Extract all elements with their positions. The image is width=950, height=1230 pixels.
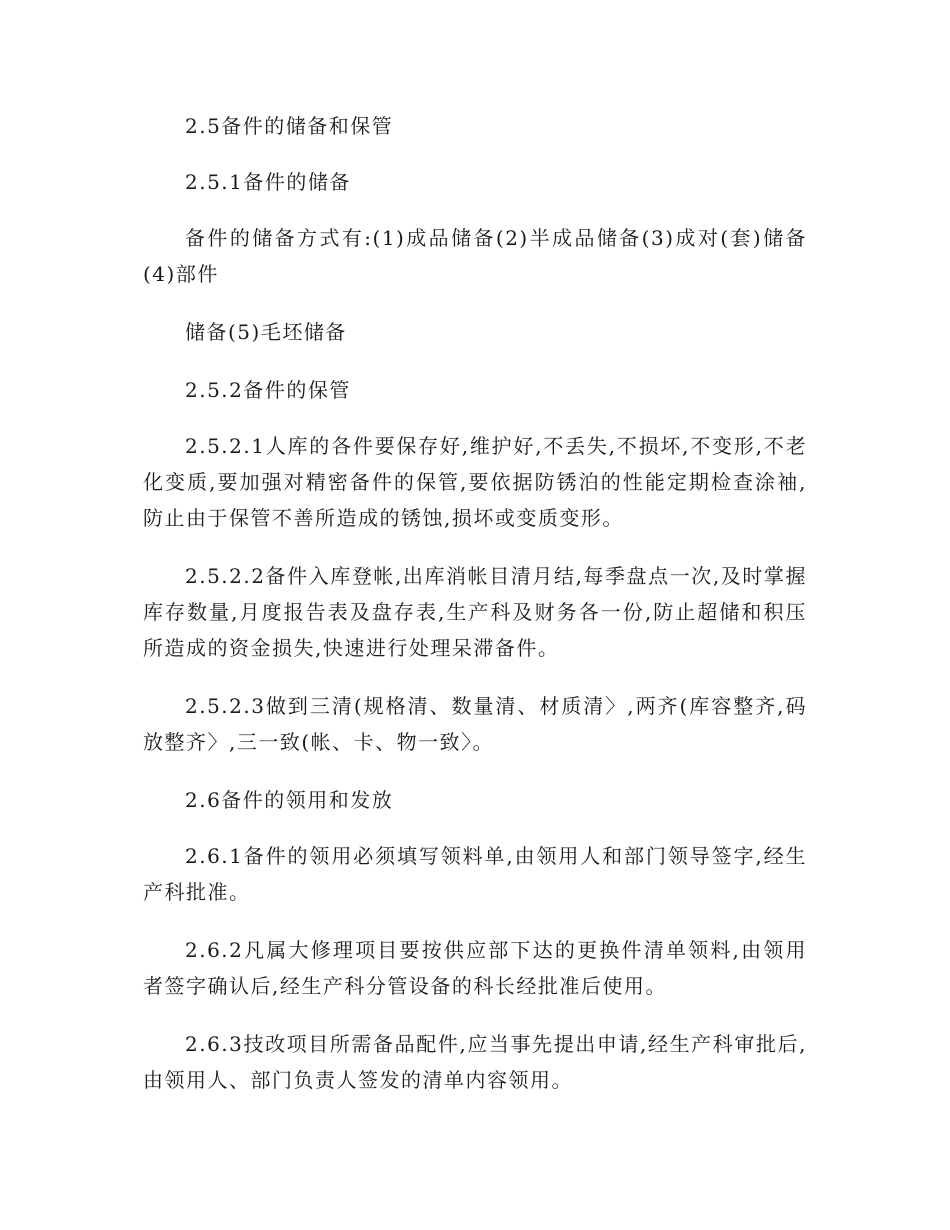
paragraph-storage-methods-cont: 储备(5)毛坯储备 [185, 320, 347, 344]
paragraph-2-6-2: 2.6.2凡属大修理项目要按供应部下达的更换件清单领料,由领用者签字确认后,经生产科分管设备的科长经批准后使用。 [143, 938, 807, 998]
paragraph-2-6-3: 2.6.3技改项目所需备品配件,应当事先提出申请,经生产科审批后,由领用人、部门负责人签发的清单内容领用。 [143, 1032, 807, 1092]
section-heading-2-6: 2.6备件的领用和发放 [185, 788, 394, 812]
paragraph-storage-methods: 备件的储备方式有:(1)成品储备(2)半成品储备(3)成对(套)储备(4)部件 [143, 226, 807, 286]
paragraph-2-5-2-1: 2.5.2.1人库的各件要保存好,维护好,不丢失,不损坏,不变形,不老化变质,要加强对精密备件的保管,要依据防锈泊的性能定期检查涂袖,防止由于保管不善所造成的锈蚀,损坏或变质变形。 [143, 434, 807, 530]
section-heading-2-5-1: 2.5.1备件的储备 [185, 170, 351, 194]
paragraph-2-5-2-2: 2.5.2.2备件入库登帐,出库消帐目清月结,每季盘点一次,及时掌握库存数量,月度报告表及盘存表,生产科及财务各一份,防止超储和积压所造成的资金损失,快速进行处理呆滞备件。 [143, 564, 807, 660]
section-heading-2-5-2: 2.5.2备件的保管 [185, 378, 351, 402]
paragraph-2-6-1: 2.6.1备件的领用必须填写领料单,由领用人和部门领导签字,经生产科批准。 [143, 844, 807, 904]
paragraph-2-5-2-3: 2.5.2.3做到三清(规格清、数量清、材质清〉,两齐(库容整齐,码放整齐〉,三一致(帐、卡、物一致〉。 [143, 694, 807, 754]
document-body [143, 108, 807, 1120]
section-heading-2-5: 2.5备件的储备和保管 [185, 114, 394, 138]
